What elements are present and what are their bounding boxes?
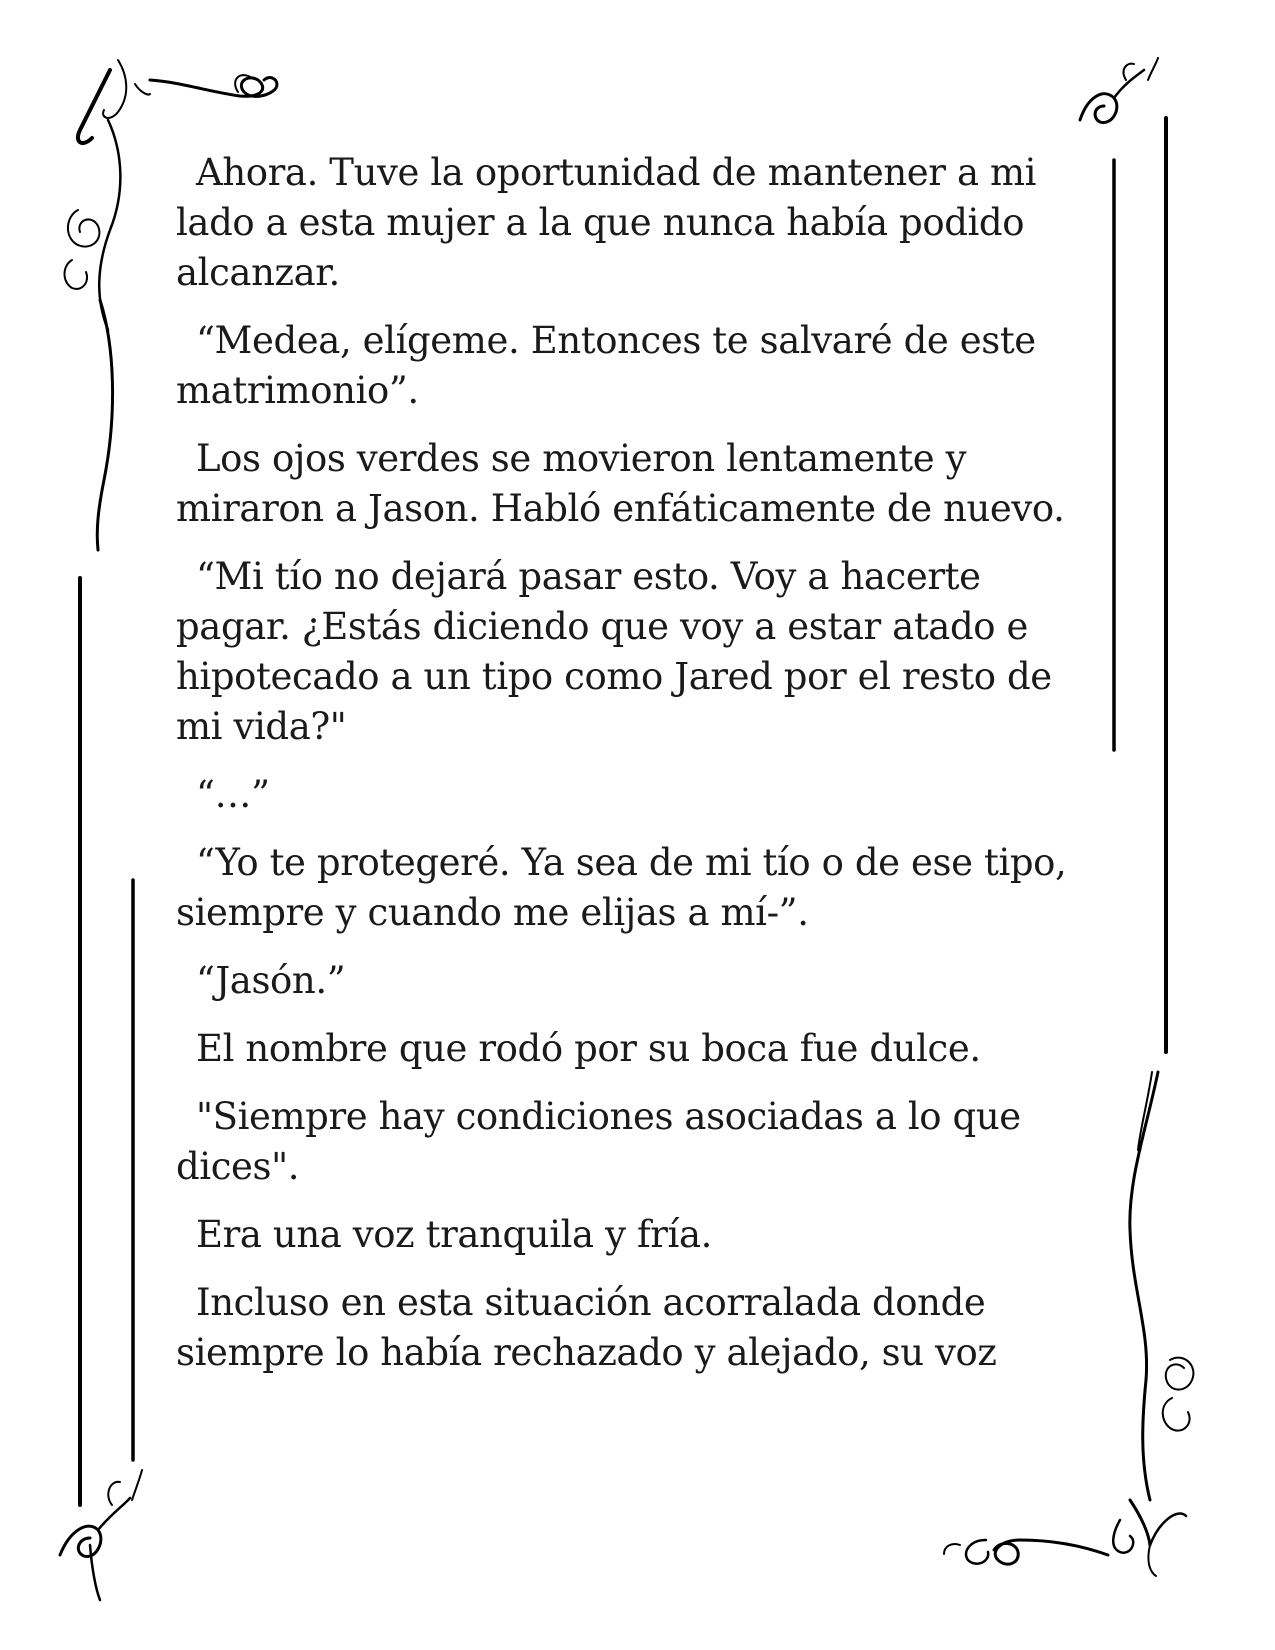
paragraph: Los ojos verdes se movieron lentamente y miraron a Jason. Habló enfáticamente de nuevo. bbox=[176, 437, 1065, 530]
paragraph: "Siempre hay condiciones asociadas a lo que dices". bbox=[176, 1095, 1021, 1188]
paragraph: “Mi tío no dejará pasar esto. Voy a hacerte pagar. ¿Estás diciendo que voy a estar atado e hipotecado a un tipo como Jared por el resto de mi vida?" bbox=[176, 555, 1052, 748]
paragraph: “…” bbox=[196, 773, 270, 816]
paragraph: “Jasón.” bbox=[196, 959, 346, 1002]
paragraph: Ahora. Tuve la oportunidad de mantener a mi lado a esta mujer a la que nunca había podido alcanzar. bbox=[176, 151, 1037, 294]
story-text bbox=[176, 148, 1076, 1396]
paragraph: Era una voz tranquila y fría. bbox=[196, 1213, 712, 1256]
bottom-left-flourish bbox=[60, 1470, 142, 1600]
top-right-flourish bbox=[1080, 58, 1158, 123]
paragraph: “Medea, elígeme. Entonces te salvaré de este matrimonio”. bbox=[176, 319, 1036, 412]
paragraph: El nombre que rodó por su boca fue dulce. bbox=[196, 1027, 981, 1070]
paragraph: “Yo te protegeré. Ya sea de mi tío o de ese tipo, siempre y cuando me elijas a mí-”. bbox=[176, 841, 1067, 934]
paragraph: Incluso en esta situación acorralada donde siempre lo había rechazado y alejado, su voz bbox=[176, 1281, 997, 1374]
